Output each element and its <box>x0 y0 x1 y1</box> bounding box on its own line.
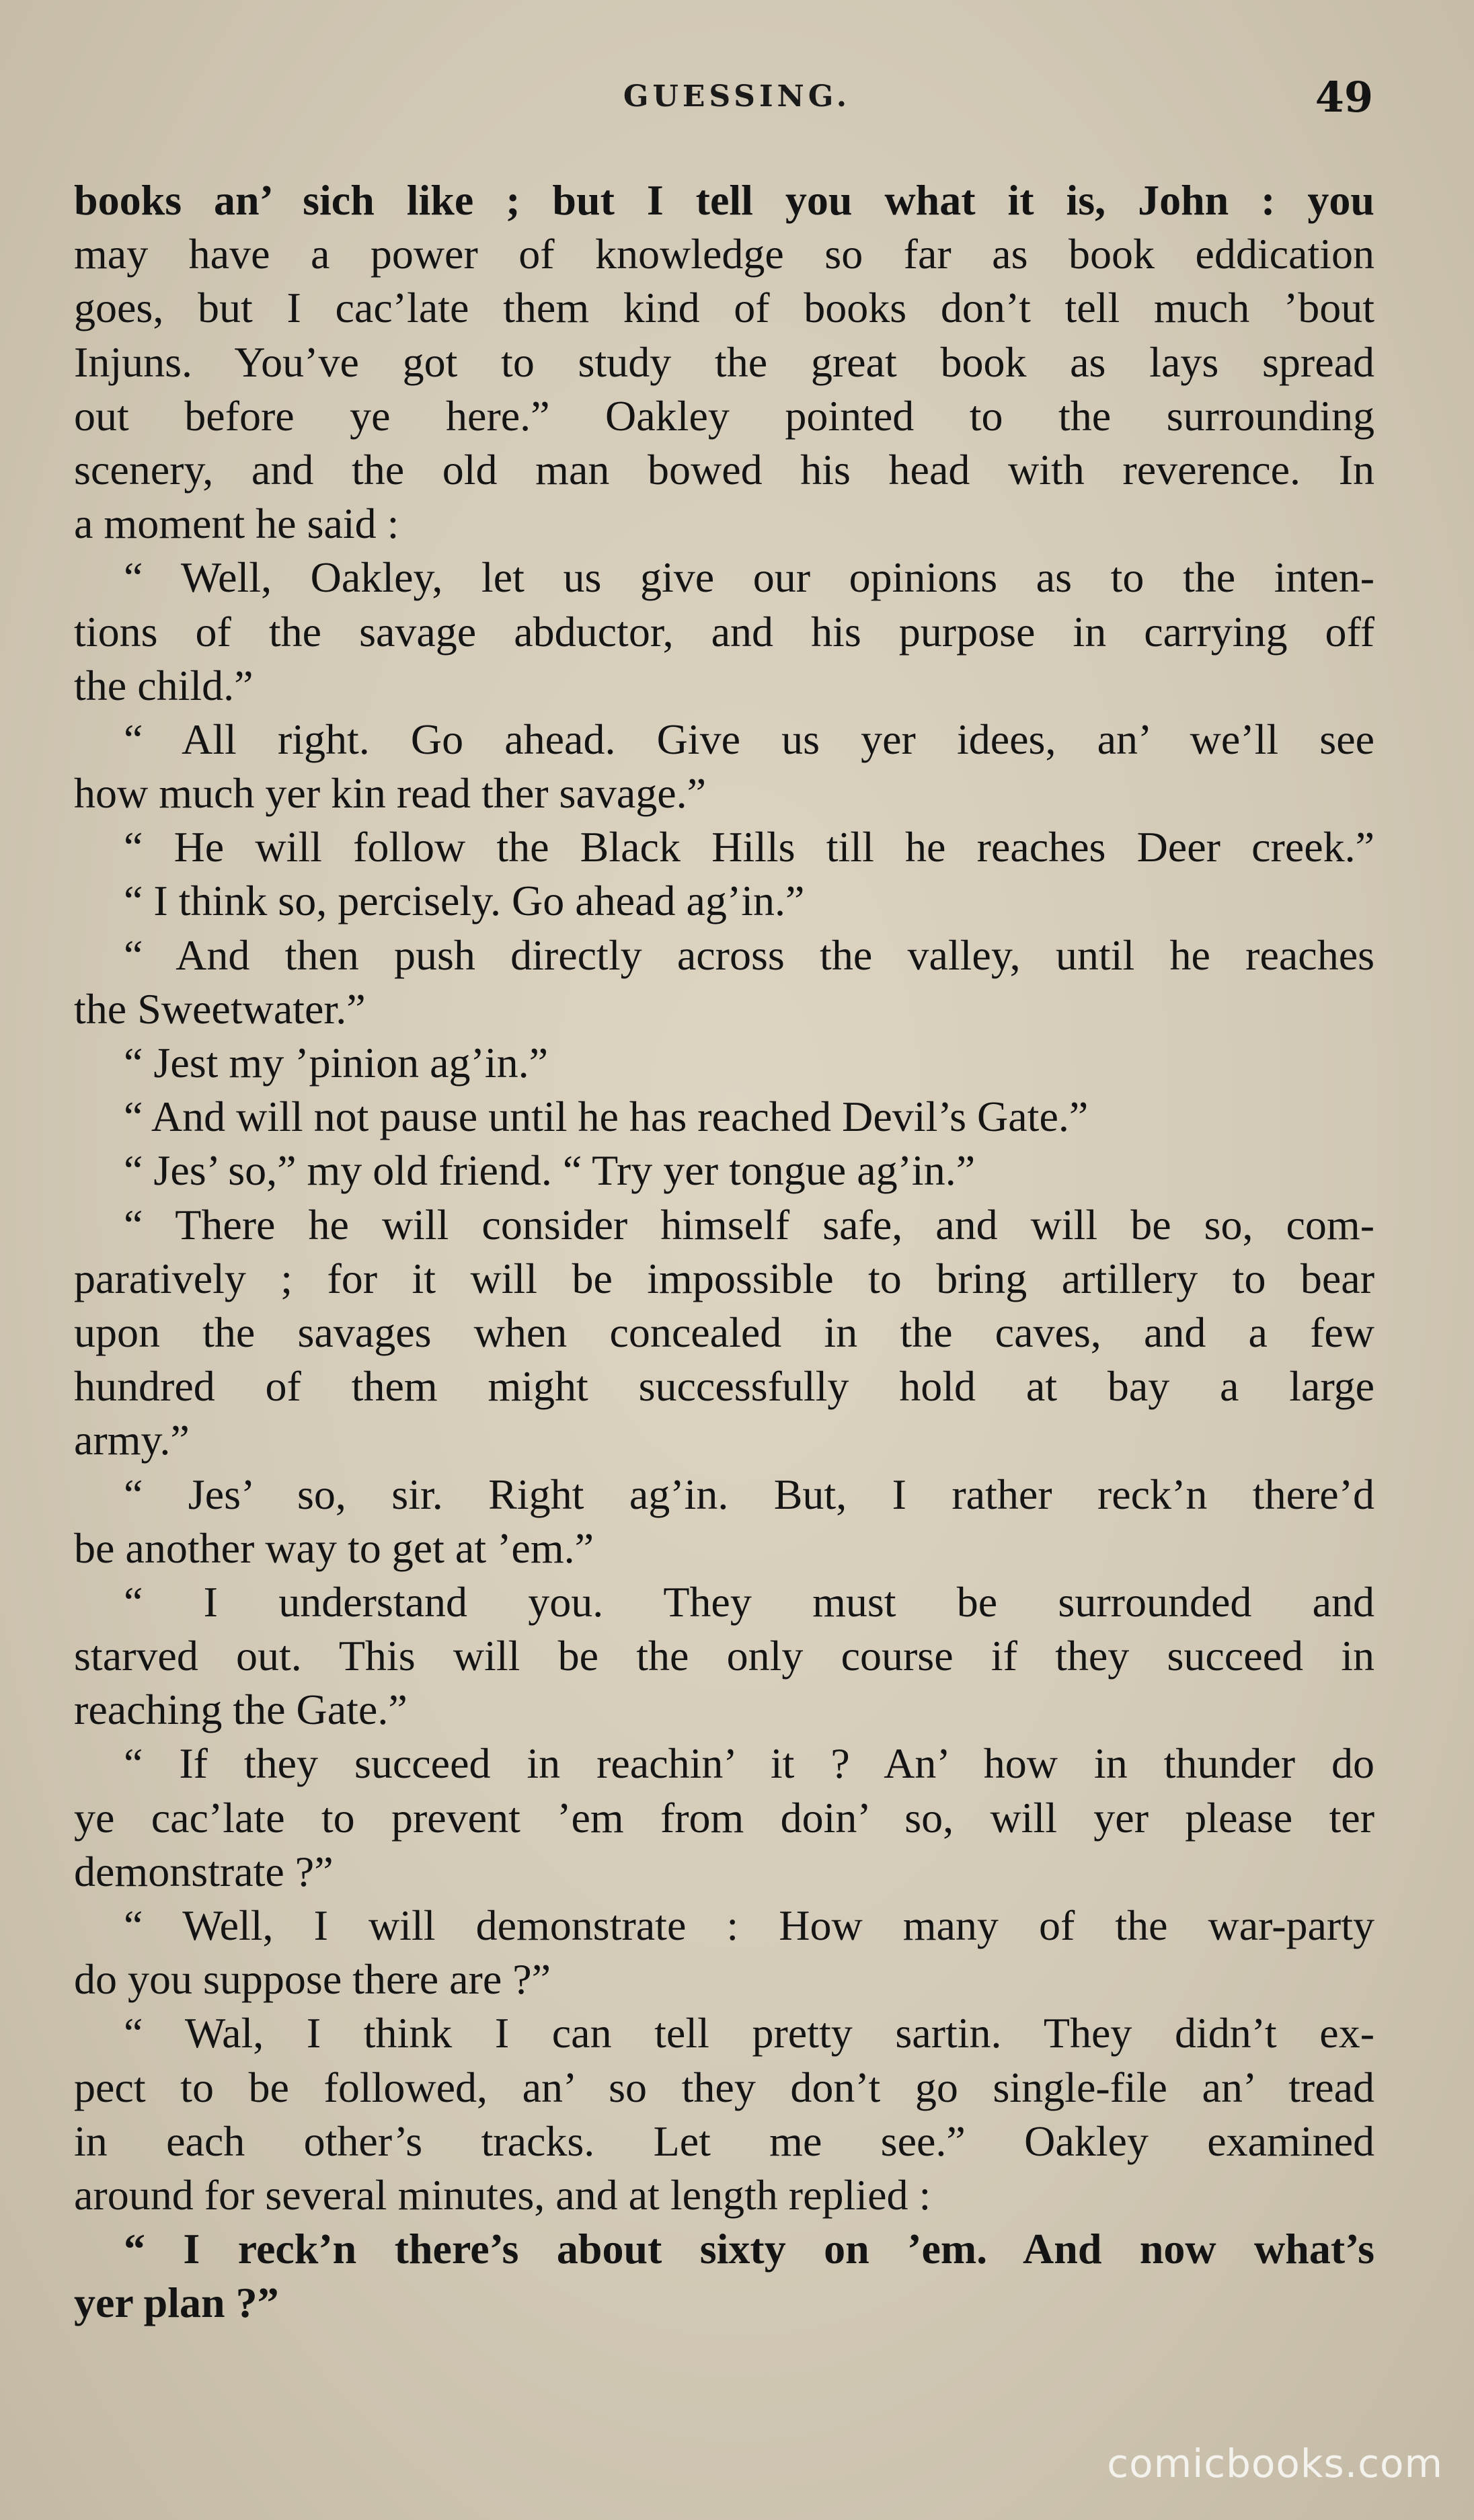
text-line: the Sweetwater.” <box>74 984 366 1033</box>
text-line: demonstrate ?” <box>74 1847 334 1895</box>
text-line: pect to be followed, an’ so they don’t go single-file an’ tread <box>74 2063 1374 2111</box>
body-text <box>74 173 1374 2330</box>
text-line: “ Well, Oakley, let us give our opinions as to the inten- <box>124 553 1374 602</box>
watermark: comicbooks.com <box>1107 2441 1443 2486</box>
text-line: ye cac’late to prevent ’em from doin’ so, will yer please ter <box>74 1793 1374 1842</box>
text-line: out before ye here.” Oakley pointed to the surrounding <box>74 391 1374 440</box>
text-line: reaching the Gate.” <box>74 1686 408 1734</box>
text-line: paratively ; for it will be impossible to bring artillery to bear <box>74 1254 1374 1302</box>
text-line: be another way to get at ’em.” <box>74 1524 594 1572</box>
text-line: “ Jest my ’pinion ag’in.” <box>124 1039 548 1087</box>
text-line: hundred of them might successfully hold at bay a large <box>74 1362 1374 1411</box>
text-line: around for several minutes, and at length replied : <box>74 2170 931 2219</box>
text-line: scenery, and the old man bowed his head with reverence. In <box>74 445 1374 494</box>
text-line: “ And will not pause until he has reached Devil’s Gate.” <box>124 1093 1089 1141</box>
text-line: goes, but I cac’late them kind of books don’t tell much ’bout <box>74 284 1374 332</box>
text-line: Injuns. You’ve got to study the great book as lays spread <box>74 338 1374 386</box>
text-line: in each other’s tracks. Let me see.” Oakley examined <box>74 2117 1374 2165</box>
text-line: “ He will follow the Black Hills till he reaches Deer creek.” <box>124 823 1374 871</box>
text-line: the child.” <box>74 661 254 709</box>
text-line: yer plan ?” <box>74 2279 279 2327</box>
text-line: “ I understand you. They must be surrounded and <box>124 1577 1374 1626</box>
text-line: may have a power of knowledge so far as book eddication <box>74 230 1374 278</box>
text-line: “ Jes’ so,” my old friend. “ Try yer tongue ag’in.” <box>124 1146 976 1195</box>
text-line: starved out. This will be the only course if they succeed in <box>74 1632 1374 1680</box>
text-line: “ I reck’n there’s about sixty on ’em. And now what’s <box>124 2225 1374 2273</box>
text-line: “ All right. Go ahead. Give us yer idees, an’ we’ll see <box>124 715 1374 763</box>
text-line: “ I think so, percisely. Go ahead ag’in.” <box>124 877 805 925</box>
text-line: “ Jes’ so, sir. Right ag’in. But, I rather reck’n there’d <box>124 1470 1374 1518</box>
running-title: GUESSING. <box>623 79 851 114</box>
text-line: tions of the savage abductor, and his purpose in carrying off <box>74 607 1374 656</box>
page-number: 49 <box>1315 73 1373 122</box>
text-line: army.” <box>74 1416 190 1464</box>
text-line: upon the savages when concealed in the caves, and a few <box>74 1308 1374 1356</box>
text-line: a moment he said : <box>74 500 399 548</box>
text-line: “ There he will consider himself safe, and will be so, com- <box>124 1200 1374 1249</box>
text-line: do you suppose there are ?” <box>74 1955 551 2004</box>
text-line: “ If they succeed in reachin’ it ? An’ how in thunder do <box>124 1739 1374 1788</box>
text-line: how much yer kin read ther savage.” <box>74 769 707 818</box>
text-line: “ And then push directly across the valley, until he reaches <box>124 931 1374 979</box>
running-head <box>0 67 1474 128</box>
text-line: “ Well, I will demonstrate : How many of the war-party <box>124 1901 1374 1949</box>
text-line: “ Wal, I think I can tell pretty sartin. They didn’t ex- <box>124 2009 1374 2057</box>
text-line: books an’ sich like ; but I tell you what it is, John : you <box>74 176 1374 224</box>
